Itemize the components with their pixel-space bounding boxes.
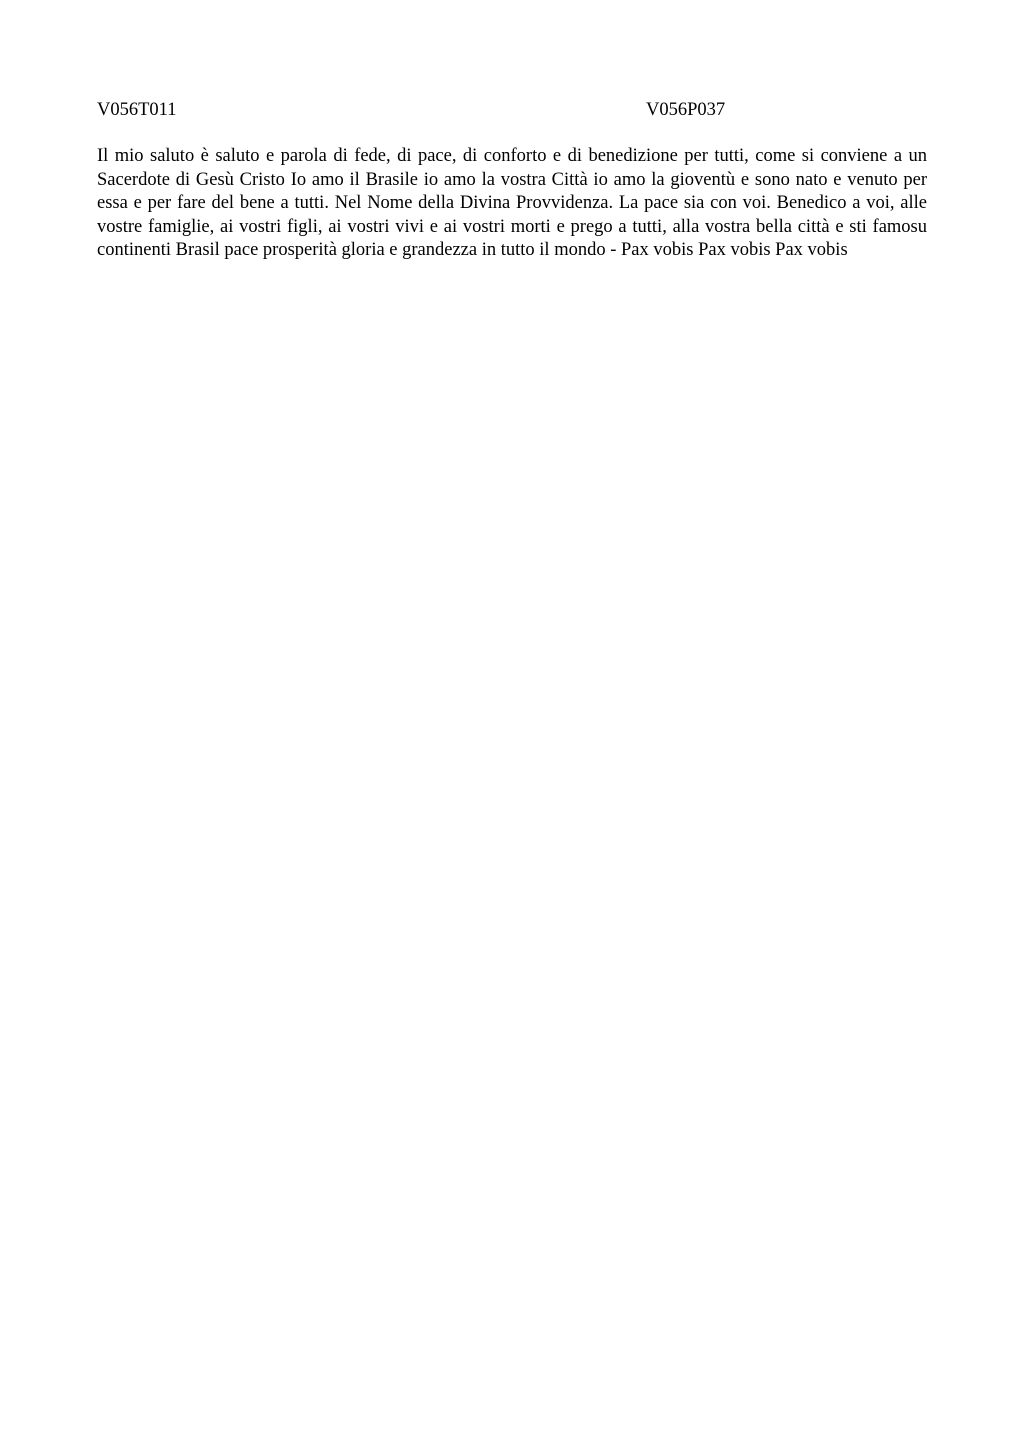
- page-header: [97, 98, 927, 122]
- document-code-right: V056P037: [646, 100, 726, 120]
- body-paragraph: Il mio saluto è saluto e parola di fede, di pace, di conforto e di benedizione per tutti, come si conviene a un Sacerdote di Gesù Cristo Io amo il Brasile io amo la vostra Città io amo la gioventù e sono nato e venuto per essa e per fare del bene a tutti. Nel Nome della Divina Provvidenza. La pace sia con voi. Benedico a voi, alle vostre famiglie, ai vostri figli, ai vostri vivi e ai vostri morti e prego a tutti, alla vostra bella città e sti famosu continenti Brasil pace prosperità gloria e grandezza in tutto il mondo - Pax vobis Pax vobis Pax vobis: [97, 146, 927, 260]
- document-code-left: V056T011: [97, 100, 177, 120]
